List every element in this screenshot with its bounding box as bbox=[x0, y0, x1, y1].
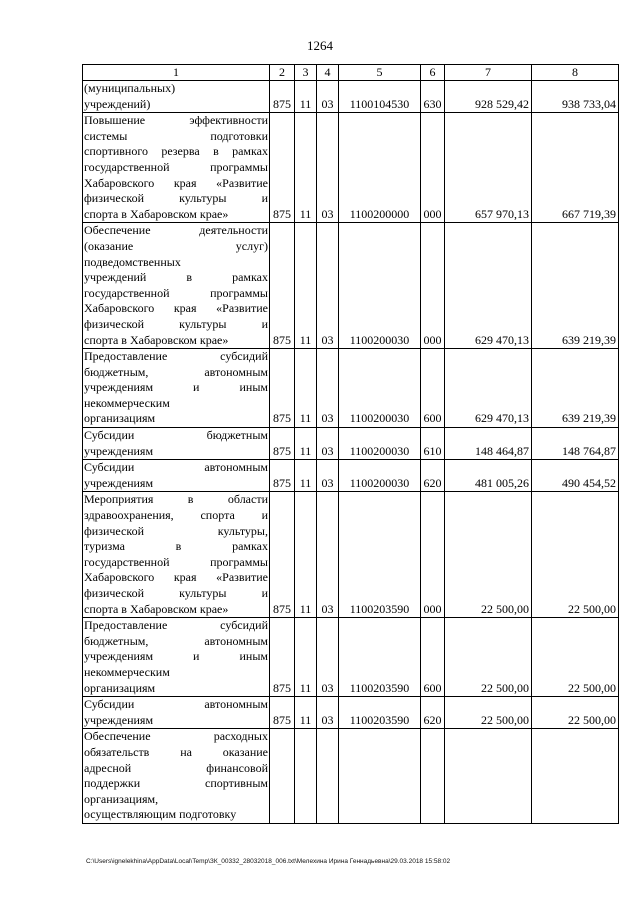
expense-type-cell: 620 bbox=[421, 460, 445, 492]
row-name-line: спорта в Хабаровском крае» bbox=[84, 601, 229, 616]
table-row bbox=[83, 113, 619, 223]
section-code-cell: 11 bbox=[295, 81, 317, 113]
row-name-line: учреждениям bbox=[84, 443, 154, 458]
amount-2019-cell bbox=[532, 729, 619, 824]
target-article-cell: 1100200030 bbox=[339, 428, 421, 460]
header-cell: 4 bbox=[317, 65, 339, 81]
row-name-cell bbox=[83, 349, 270, 428]
target-article-cell: 1100200030 bbox=[339, 223, 421, 349]
row-name-line: Субсидии автономным bbox=[84, 460, 268, 475]
row-name-cell bbox=[83, 729, 270, 824]
row-name-line: Хабаровского края «Развитие bbox=[84, 175, 268, 190]
row-name-line: поддержки спортивным bbox=[84, 776, 268, 791]
row-name-line: Обеспечение расходных bbox=[84, 729, 268, 744]
expense-type-cell: 000 bbox=[421, 492, 445, 618]
header-cell: 6 bbox=[421, 65, 445, 81]
row-name-line: физической культуры, bbox=[84, 523, 268, 538]
amount-2019-cell: 667 719,39 bbox=[532, 113, 619, 223]
row-name-line: учреждений в рамках bbox=[84, 270, 268, 285]
amount-2018-cell: 22 500,00 bbox=[445, 697, 532, 729]
row-name-line: туризма в рамках bbox=[84, 539, 268, 554]
section-code-cell: 11 bbox=[295, 223, 317, 349]
subsection-code-cell: 03 bbox=[317, 349, 339, 428]
ministry-code-cell bbox=[270, 729, 295, 824]
expense-type-cell: 000 bbox=[421, 113, 445, 223]
row-name-cell bbox=[83, 697, 270, 729]
row-name-line: обязательств на оказание bbox=[84, 744, 268, 759]
amount-2018-cell: 22 500,00 bbox=[445, 492, 532, 618]
ministry-code-cell: 875 bbox=[270, 428, 295, 460]
file-path-footer: C:\Users\ignelekhina\AppData\Local\Temp\ЗК_00332_28032018_006.txt\Мелехина Ирина Геннадьевна\29.03.2018 15:58:02 bbox=[86, 858, 451, 865]
row-name-line: учреждениям и иным bbox=[84, 649, 268, 664]
amount-2019-cell: 22 500,00 bbox=[532, 492, 619, 618]
amount-2018-cell: 657 970,13 bbox=[445, 113, 532, 223]
row-name-cell bbox=[83, 223, 270, 349]
ministry-code-cell: 875 bbox=[270, 113, 295, 223]
amount-2018-cell: 148 464,87 bbox=[445, 428, 532, 460]
row-name-line: государственной программы bbox=[84, 285, 268, 300]
amount-2018-cell bbox=[445, 729, 532, 824]
amount-2018-cell: 481 005,26 bbox=[445, 460, 532, 492]
target-article-cell: 1100200030 bbox=[339, 460, 421, 492]
target-article-cell: 1100200000 bbox=[339, 113, 421, 223]
header-cell: 2 bbox=[270, 65, 295, 81]
row-name-line: спорта в Хабаровском крае» bbox=[84, 332, 229, 347]
target-article-cell: 1100104530 bbox=[339, 81, 421, 113]
header-cell: 5 bbox=[339, 65, 421, 81]
row-name-cell bbox=[83, 81, 270, 113]
expense-type-cell: 620 bbox=[421, 697, 445, 729]
subsection-code-cell: 03 bbox=[317, 618, 339, 697]
section-code-cell: 11 bbox=[295, 492, 317, 618]
table-row bbox=[83, 223, 619, 349]
row-name-line: Предоставление субсидий bbox=[84, 349, 268, 364]
row-name-line: осуществляющим подготовку bbox=[84, 807, 237, 822]
table-row bbox=[83, 729, 619, 824]
section-code-cell: 11 bbox=[295, 113, 317, 223]
ministry-code-cell: 875 bbox=[270, 618, 295, 697]
row-name-line: физической культуры и bbox=[84, 316, 268, 331]
row-name-line: государственной программы bbox=[84, 554, 268, 569]
header-cell: 8 bbox=[532, 65, 619, 81]
row-name-line: организациям bbox=[84, 411, 156, 426]
amount-2019-cell: 22 500,00 bbox=[532, 697, 619, 729]
target-article-cell bbox=[339, 729, 421, 824]
row-name-line: (муниципальных) bbox=[84, 81, 176, 95]
expense-type-cell: 600 bbox=[421, 618, 445, 697]
expense-type-cell: 000 bbox=[421, 223, 445, 349]
subsection-code-cell: 03 bbox=[317, 492, 339, 618]
ministry-code-cell: 875 bbox=[270, 697, 295, 729]
header-cell: 7 bbox=[445, 65, 532, 81]
target-article-cell: 1100203590 bbox=[339, 618, 421, 697]
section-code-cell: 11 bbox=[295, 697, 317, 729]
row-name-line: Субсидии бюджетным bbox=[84, 428, 268, 443]
subsection-code-cell: 03 bbox=[317, 81, 339, 113]
subsection-code-cell: 03 bbox=[317, 113, 339, 223]
row-name-line: учреждений) bbox=[84, 96, 151, 111]
row-name-line: адресной финансовой bbox=[84, 760, 268, 775]
header-row bbox=[83, 65, 619, 81]
target-article-cell: 1100203590 bbox=[339, 492, 421, 618]
expense-type-cell: 610 bbox=[421, 428, 445, 460]
row-name-line: бюджетным, автономным bbox=[84, 633, 268, 648]
expense-type-cell: 600 bbox=[421, 349, 445, 428]
row-name-line: Хабаровского края «Развитие bbox=[84, 301, 268, 316]
table-row bbox=[83, 81, 619, 113]
row-name-cell bbox=[83, 492, 270, 618]
row-name-line: некоммерческим bbox=[84, 395, 170, 410]
section-code-cell: 11 bbox=[295, 428, 317, 460]
amount-2018-cell: 629 470,13 bbox=[445, 349, 532, 428]
table-row bbox=[83, 697, 619, 729]
amount-2019-cell: 490 454,52 bbox=[532, 460, 619, 492]
row-name-line: учреждениям bbox=[84, 475, 154, 490]
section-code-cell: 11 bbox=[295, 460, 317, 492]
row-name-line: бюджетным, автономным bbox=[84, 364, 268, 379]
row-name-line: учреждениям и иным bbox=[84, 380, 268, 395]
ministry-code-cell: 875 bbox=[270, 492, 295, 618]
subsection-code-cell: 03 bbox=[317, 697, 339, 729]
row-name-line: физической культуры и bbox=[84, 586, 268, 600]
ministry-code-cell: 875 bbox=[270, 349, 295, 428]
row-name-cell bbox=[83, 113, 270, 223]
expense-type-cell bbox=[421, 729, 445, 824]
row-name-line: учреждениям bbox=[84, 712, 154, 727]
row-name-cell bbox=[83, 428, 270, 460]
amount-2019-cell: 148 764,87 bbox=[532, 428, 619, 460]
row-name-line: Мероприятия в области bbox=[84, 492, 268, 507]
row-name-line: Предоставление субсидий bbox=[84, 618, 268, 633]
subsection-code-cell: 03 bbox=[317, 428, 339, 460]
budget-table bbox=[82, 64, 619, 824]
table-row bbox=[83, 428, 619, 460]
row-name-line: подведомственных bbox=[84, 254, 181, 269]
row-name-line: Хабаровского края «Развитие bbox=[84, 570, 268, 585]
amount-2018-cell: 928 529,42 bbox=[445, 81, 532, 113]
header-cell: 1 bbox=[83, 65, 270, 81]
amount-2019-cell: 938 733,04 bbox=[532, 81, 619, 113]
row-name-line: Повышение эффективности bbox=[84, 113, 268, 128]
section-code-cell bbox=[295, 729, 317, 824]
expense-type-cell: 630 bbox=[421, 81, 445, 113]
target-article-cell: 1100200030 bbox=[339, 349, 421, 428]
amount-2019-cell: 639 219,39 bbox=[532, 223, 619, 349]
row-name-line: организациям bbox=[84, 680, 156, 695]
row-name-line: организациям, bbox=[84, 791, 159, 806]
row-name-line: здравоохранения, спорта и bbox=[84, 508, 268, 523]
table-row bbox=[83, 618, 619, 697]
ministry-code-cell: 875 bbox=[270, 81, 295, 113]
table-row bbox=[83, 460, 619, 492]
table-row bbox=[83, 349, 619, 428]
header-cell: 3 bbox=[295, 65, 317, 81]
subsection-code-cell: 03 bbox=[317, 460, 339, 492]
table-row bbox=[83, 492, 619, 618]
row-name-line: государственной программы bbox=[84, 159, 268, 174]
subsection-code-cell bbox=[317, 729, 339, 824]
row-name-line: некоммерческим bbox=[84, 664, 170, 679]
row-name-cell bbox=[83, 460, 270, 492]
ministry-code-cell: 875 bbox=[270, 460, 295, 492]
row-name-line: спортивного резерва в рамках bbox=[84, 144, 268, 159]
row-name-line: (оказание услуг) bbox=[84, 238, 268, 253]
section-code-cell: 11 bbox=[295, 618, 317, 697]
amount-2019-cell: 639 219,39 bbox=[532, 349, 619, 428]
row-name-line: системы подготовки bbox=[84, 128, 268, 143]
page-number: 1264 bbox=[307, 38, 333, 53]
row-name-line: спорта в Хабаровском крае» bbox=[84, 206, 229, 221]
section-code-cell: 11 bbox=[295, 349, 317, 428]
amount-2018-cell: 22 500,00 bbox=[445, 618, 532, 697]
row-name-line: Обеспечение деятельности bbox=[84, 223, 268, 238]
subsection-code-cell: 03 bbox=[317, 223, 339, 349]
row-name-cell bbox=[83, 618, 270, 697]
ministry-code-cell: 875 bbox=[270, 223, 295, 349]
amount-2018-cell: 629 470,13 bbox=[445, 223, 532, 349]
amount-2019-cell: 22 500,00 bbox=[532, 618, 619, 697]
row-name-line: Субсидии автономным bbox=[84, 697, 268, 712]
target-article-cell: 1100203590 bbox=[339, 697, 421, 729]
row-name-line: физической культуры и bbox=[84, 191, 268, 206]
